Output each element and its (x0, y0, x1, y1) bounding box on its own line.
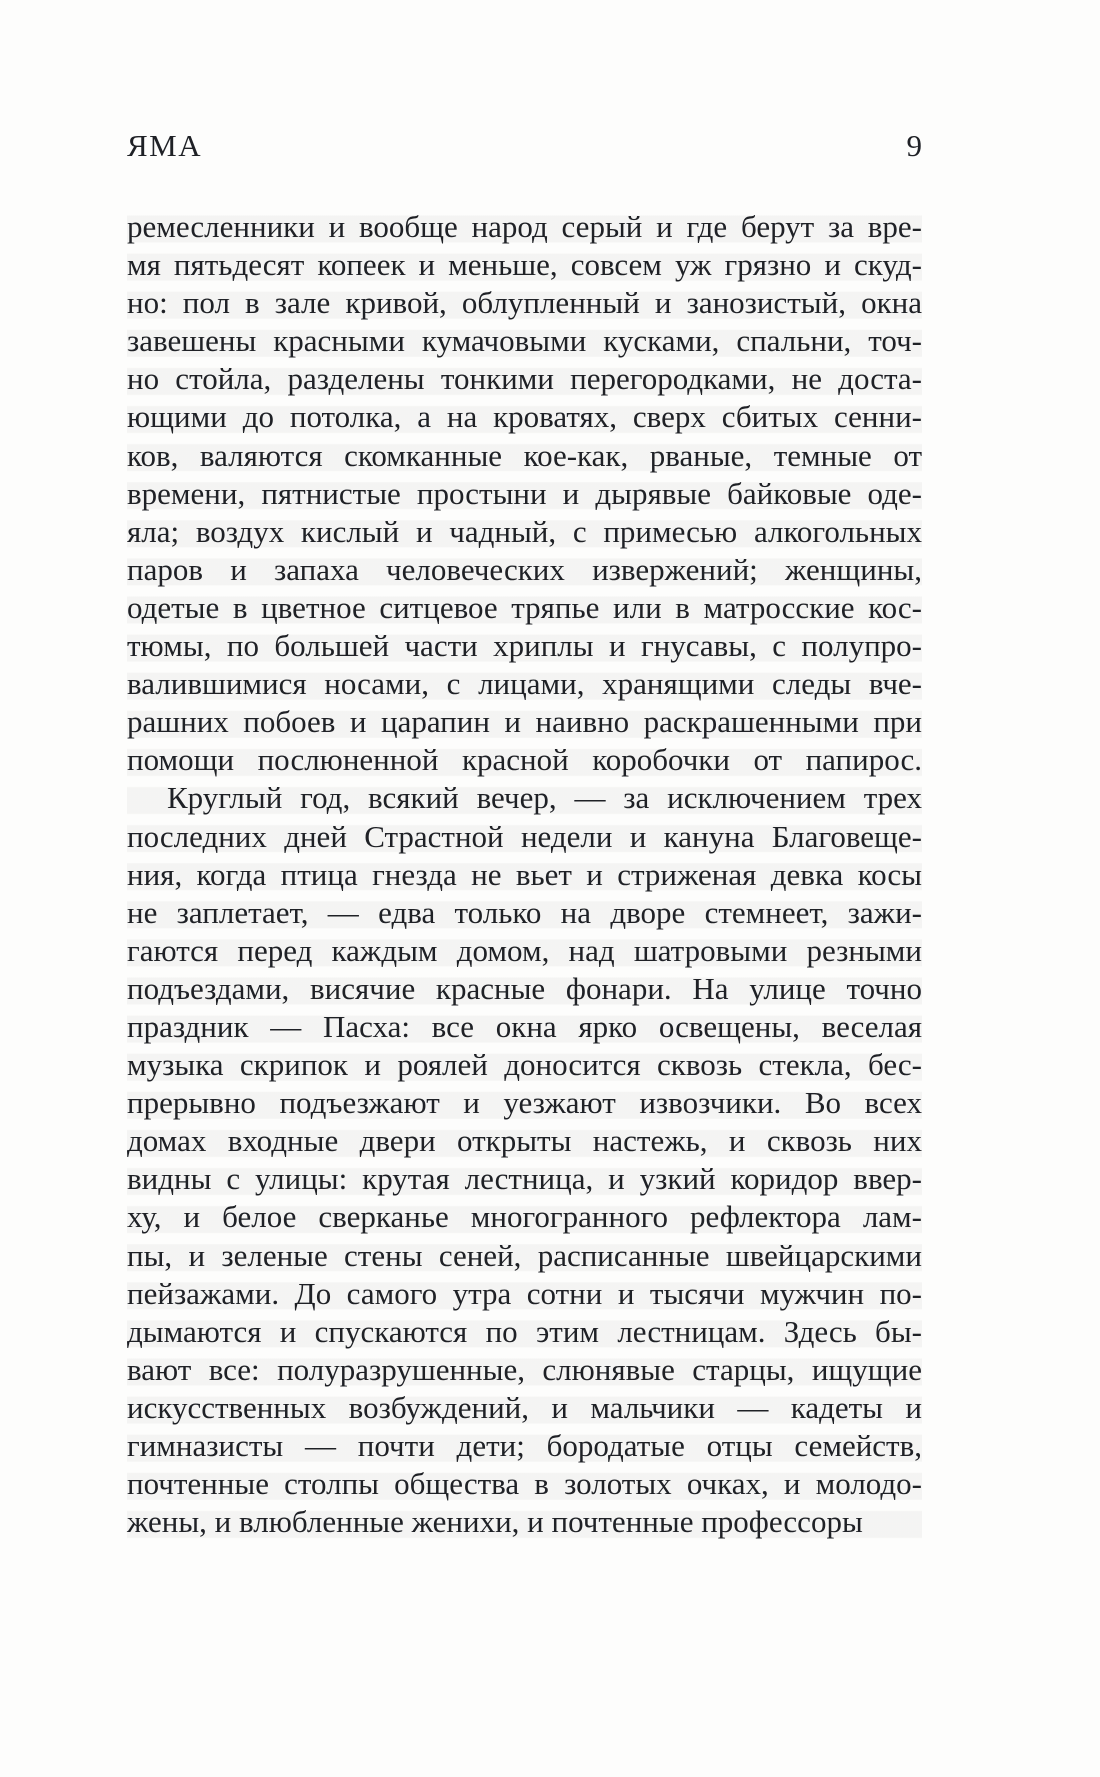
text-line: почтенные столпы общества в золотых очках, и молодо- (127, 1466, 922, 1502)
text-line: но стойла, разделены тонкими перегородками, не доста- (127, 361, 922, 397)
text-line: ремесленники и вообще народ серый и где берут за вре- (127, 209, 922, 244)
text-line: праздник — Пасха: все окна ярко освещены, веселая (127, 1008, 922, 1044)
text-line: домах входные двери открыты настежь, и сквозь них (127, 1123, 922, 1159)
text-line: прерывно подъезжают и уезжают извозчики. Во всех (127, 1085, 922, 1121)
text-line: последних дней Страстной недели и кануна Благовеще- (127, 818, 922, 854)
text-line: валившимися носами, с лицами, хранящими следы вче- (127, 666, 922, 702)
text-line: рашних побоев и царапин и наивно раскрашенными при (127, 704, 922, 740)
text-line: Круглый год, всякий вечер, — за исключением трех (167, 780, 922, 816)
text-line: не заплетает, — едва только на дворе стемнеет, зажи- (127, 894, 922, 930)
text-line: жены, и влюбленные женихи, и почтенные профессоры (127, 1504, 863, 1540)
text-line: ков, валяются скомканные кое-как, рваные, темные от (127, 437, 922, 473)
text-line: ния, когда птица гнезда не вьет и стриженая девка косы (127, 856, 922, 892)
body-text (127, 208, 922, 1541)
text-line: времени, пятнистые простыни и дырявые байковые оде- (127, 475, 922, 511)
text-line: одетые в цветное ситцевое тряпье или в матросские кос- (127, 589, 922, 625)
text-line: мя пятьдесят копеек и меньше, совсем уж грязно и скуд- (127, 247, 922, 283)
text-line: завешены красными кумачовыми кусками, спальни, точ- (127, 323, 922, 359)
text-line: искусственных возбуждений, и мальчики — кадеты и (127, 1389, 922, 1425)
text-line: подъездами, висячие красные фонари. На улице точно (127, 970, 922, 1006)
text-line: тюмы, по большей части хриплы и гнусавы, с полупро- (127, 628, 922, 664)
text-line: гаются перед каждым домом, над шатровыми резными (127, 932, 922, 968)
running-head (127, 127, 922, 165)
text-line: пейзажами. До самого утра сотни и тысячи мужчин по- (127, 1275, 922, 1311)
text-line: вают все: полуразрушенные, слюнявые старцы, ищущие (127, 1351, 922, 1387)
text-line: ху, и белое сверканье многогранного рефлектора лам- (127, 1199, 922, 1235)
page-number: 9 (906, 128, 922, 163)
text-line: видны с улицы: крутая лестница, и узкий коридор ввер- (127, 1161, 922, 1197)
text-line: гимназисты — почти дети; бородатые отцы семейств, (127, 1428, 922, 1463)
text-line: ющими до потолка, а на кроватях, сверх сбитых сенни- (127, 399, 922, 435)
text-line: пы, и зеленые стены сеней, расписанные швейцарскими (127, 1237, 922, 1273)
text-line: паров и запаха человеческих извержений; женщины, (127, 551, 922, 587)
text-line: но: пол в зале кривой, облупленный и занозистый, окна (127, 285, 922, 321)
text-line: яла; воздух кислый и чадный, с примесью алкогольных (127, 513, 922, 549)
text-line: помощи послюненной красной коробочки от папирос. (127, 742, 922, 778)
running-head-title: ЯМА (127, 128, 203, 163)
text-line: музыка скрипок и роялей доносится сквозь стекла, бес- (127, 1047, 922, 1083)
text-line: дымаются и спускаются по этим лестницам. Здесь бы- (127, 1313, 922, 1349)
